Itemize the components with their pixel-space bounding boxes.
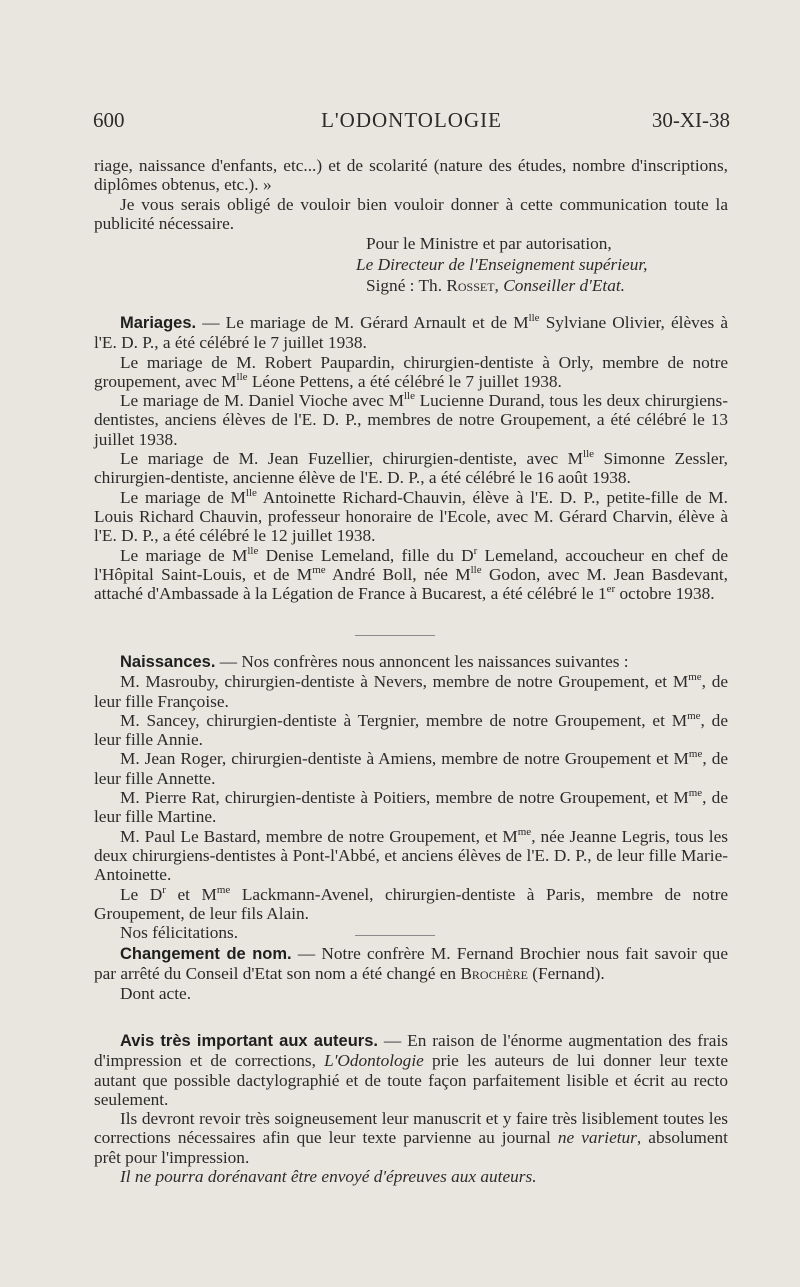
announcement-paragraph: Le mariage de M. Daniel Vioche avec $M^{lle}$ Lucienne Durand, tous les deux chirurgiens-dentistes, anciens élèves de l'E. D. P., membres de notre Groupement, a été célébré le 13 juillet 1938. <box>94 390 729 449</box>
announcement-paragraph: Naissances. — Nos confrères nous annoncent les naissances suivantes : <box>120 652 629 671</box>
signatory-name: Rosset <box>446 276 495 296</box>
intro-paragraph: Je vous serais obligé de vouloir bien vouloir donner à cette communication toute la publicité nécessaire. <box>94 194 728 233</box>
naissances-section <box>94 652 728 942</box>
announcement-paragraph: Dont acte. <box>120 983 192 1003</box>
announcement-paragraph: M. Paul Le Bastard, membre de notre Groupement, et $M^{me}$, née Jeanne Legris, tous les deux chirurgiens-dentistes à Pont-l'Abbé, et anciens élèves de l'E. D. P., de leur fille Marie-Antoinette. <box>94 825 728 885</box>
journal-name: L'Odontologie <box>324 1051 424 1071</box>
signatory-title: Conseiller d'Etat. <box>503 276 625 296</box>
announcement-paragraph: Changement de nom. — Notre confrère M. Fernand Brochier nous fait savoir que par arrêté du Conseil d'Etat son nom a été changé en Brochère (Fernand). <box>94 944 728 984</box>
announcement-paragraph: M. Pierre Rat, chirurgien-dentiste à Poitiers, membre de notre Groupement, et $M^{me}$, de leur fille Martine. <box>94 787 728 827</box>
intro-paragraph: riage, naissance d'enfants, etc...) et de scolarité (nature des études, nombre d'inscriptions, diplômes obtenus, etc.). » <box>94 156 728 195</box>
announcement-paragraph: Le mariage de M. Robert Paupardin, chirurgien-dentiste à Orly, membre de notre groupement, avec $M^{lle}$ Léone Pettens, a été célébré le 7 juillet 1938. <box>94 352 728 391</box>
running-header <box>93 108 730 136</box>
section-heading: Avis très important aux auteurs. <box>120 1032 378 1050</box>
section-heading: Mariages. <box>120 314 197 332</box>
announcement-paragraph: Mariages. — Le mariage de M. Gérard Arnault et de $M^{lle}$ Sylviane Olivier, élèves à l'E. D. P., a été célébré le 7 juillet 1938. <box>94 312 728 353</box>
section-divider <box>355 935 435 936</box>
section-divider <box>355 635 435 636</box>
announcement-paragraph: Avis très important aux auteurs. — En raison de l'énorme augmentation des frais d'impression et de corrections, L'Odontologie prie les auteurs de lui donner leur texte autant que possible dactylographié et de toute façon parfaitement lisible et écrit au recto seulement. <box>94 1031 729 1109</box>
announcement-paragraph: Le $D^r$ et $M^{me}$ Lackmann-Avenel, chirurgien-dentiste à Paris, membre de notre Groupement, de leur fils Alain. <box>94 883 728 923</box>
page-number: 600 <box>93 108 125 132</box>
announcement-paragraph: Le mariage de $M^{lle}$ Denise Lemeland, fille du $D^r$ Lemeland, accoucheur en chef de l'Hôpital Saint-Louis, et de $M^{me}$ André Boll, née $M^{lle}$ Godon, avec M. Jean Basdevant, attaché d'Ambassade à la Légation de France à Bucarest, a été célébré le 1er octobre 1938. <box>94 544 729 604</box>
mariages-section <box>94 313 728 603</box>
announcement-paragraph: Le mariage de M. Jean Fuzellier, chirurgien-dentiste, avec $M^{lle}$ Simonne Zessler, chirurgien-dentiste, ancienne élève de l'E. D. P., a été célébré le 16 août 1938. <box>94 448 728 488</box>
changement-section <box>94 944 728 1003</box>
announcement-paragraph: M. Masrouby, chirurgien-dentiste à Nevers, membre de notre Groupement, et $M^{me}$, de leur fille Françoise. <box>94 671 728 711</box>
avis-section <box>94 1031 728 1186</box>
announcement-paragraph: Ils devront revoir très soigneusement leur manuscrit et y faire très lisiblement toutes les corrections nécessaires afin que leur texte parvienne au journal ne varietur, absolument prêt pour l'impression. <box>94 1109 728 1167</box>
announcement-paragraph: Il ne pourra dorénavant être envoyé d'épreuves aux auteurs. <box>120 1167 537 1187</box>
signature-line: Le Directeur de l'Enseignement supérieur, <box>356 255 648 275</box>
signature-block <box>94 233 728 296</box>
issue-date: 30-XI-38 <box>651 108 730 132</box>
announcement-paragraph: Le mariage de $M^{lle}$ Antoinette Richard-Chauvin, élève à l'E. D. P., petite-fille de M. Louis Richard Chauvin, professeur honoraire de l'Ecole, avec M. Gérard Charvin, élève à l'E. D. P., a été célébré le 12 juillet 1938. <box>94 486 728 546</box>
announcement-paragraph: Nos félicitations. <box>120 923 239 943</box>
signature-line: Pour le Ministre et par autorisation, <box>366 234 612 254</box>
new-surname: Brochère <box>460 964 528 984</box>
announcement-paragraph: M. Sancey, chirurgien-dentiste à Tergnier, membre de notre Groupement, et $M^{me}$, de leur fille Annie. <box>94 710 728 750</box>
signature-line: Signé : Th. Rosset, Conseiller d'Etat. <box>366 276 625 296</box>
intro-block <box>94 156 728 296</box>
announcement-paragraph: M. Jean Roger, chirurgien-dentiste à Amiens, membre de notre Groupement et $M^{me}$, de leur fille Annette. <box>94 748 729 788</box>
section-heading: Naissances. <box>120 653 216 671</box>
journal-title: L'ODONTOLOGIE <box>321 108 502 132</box>
section-heading: Changement de nom. <box>120 945 292 963</box>
